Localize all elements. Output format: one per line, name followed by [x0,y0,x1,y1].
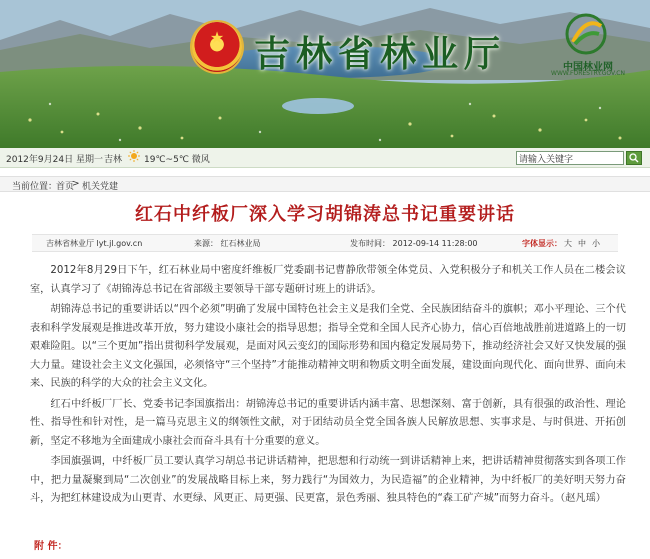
weather-temperature: 19℃~5℃ 微风 [144,155,210,165]
search-icon [629,153,639,163]
breadcrumb-separator: > [72,179,80,189]
logo-url[interactable]: WWW.FORESTRY.GOV.CN [551,70,625,77]
logo-name[interactable]: 中国林业网 [563,62,613,73]
national-emblem-icon: ★ [192,22,242,72]
sun-icon [128,150,140,162]
breadcrumb-label: 当前位置： [12,182,58,192]
current-date: 2012年9月24日 星期一 [6,155,103,165]
font-size-small[interactable]: 小 [592,239,600,248]
site-banner [0,0,650,148]
attachment-label: 附 件： [34,541,68,552]
breadcrumb-item-party-building[interactable]: 机关党建 [82,182,119,192]
info-bar [0,148,650,168]
breadcrumb-item-home[interactable]: 首页 [56,182,75,192]
article-title: 红石中纤板厂深入学习胡锦涛总书记重要讲话 [135,204,515,225]
article-paragraph: 李国旗强调，中纤板厂员工要认真学习胡总书记讲话精神，把思想和行动统一到讲话精神上来，把讲话精神贯彻落实到各项工作中，把力量凝聚到局“二次创业”的发展战略目标上来，努力践行“为国效力，为民造福”的企业精神，为中纤板厂的美好明天努力奋斗，为把红林建设成为山更青、水更绿、风更正、局更强、民更富，景色秀丽、独具特色的“森工矿产城”而努力奋斗。（赵凡瑶） [30,456,626,504]
font-size-medium[interactable]: 中 [578,239,586,248]
meta-published: 发布时间： 2012-09-14 11:28:00 [350,239,478,248]
search-input[interactable] [516,151,624,165]
article-paragraph: 红石中纤板厂厂长、党委书记李国旗指出：胡锦涛总书记的重要讲话内涵丰富、思想深刻、富于创新，具有很强的政治性、理论性、指导性和针对性，是一篇马克思主义的纲领性文献，对于团结动员全党全国各族人民解放思想、实事求是、与时俱进、开拓创新，坚定不移地为全面建成小康社会而奋斗具有十分重要的意义。 [30,398,626,447]
article-meta [32,234,618,252]
article-paragraph: 胡锦涛总书记的重要讲话以“四个必须”明确了发展中国特色社会主义是我们全党、全民族团结奋斗的旗帜；邓小平理论、三个代表和科学发展观是推进改革开放，努力建设小康社会的指导思想；指导全党和全国人民齐心协力，信心百倍地战胜前进道路上的一切艰难险阻。以“三个更加”指出贯彻科学发展观，是面对风云变幻的国际形势和国内稳定发展局势下，推动经济社会又好又快发展的强大力量。建设社会主义文化强国，必须恪守“三个坚持”才能推动精神文明和物质文明全面发展，建设面向现代化、面向世界、面向未来、民族的科学的大众的社会主义文化。 [30,304,626,389]
article-body [30,262,626,511]
site-title: 吉林省林业厅 [254,34,507,75]
font-size-label: 字体显示： [522,239,562,248]
meta-origin: 来源： 红石林业局 [194,239,261,248]
article-paragraph: 2012年8月29日下午，红石林业局中密度纤维板厂党委副书记曹静欣带领全体党员、入党积极分子和机关工作人员在二楼会议室，认真学习了《胡锦涛总书记在省部级主要领导干部专题研讨班上的讲话》。 [30,265,626,295]
search-button[interactable] [626,151,642,165]
meta-source-url: 吉林省林业厅 lyt.jl.gov.cn [46,239,143,248]
china-forestry-logo-icon[interactable] [555,12,617,56]
breadcrumb [0,176,650,192]
weather-city: 吉林 [104,155,123,165]
font-size-large[interactable]: 大 [564,239,572,248]
